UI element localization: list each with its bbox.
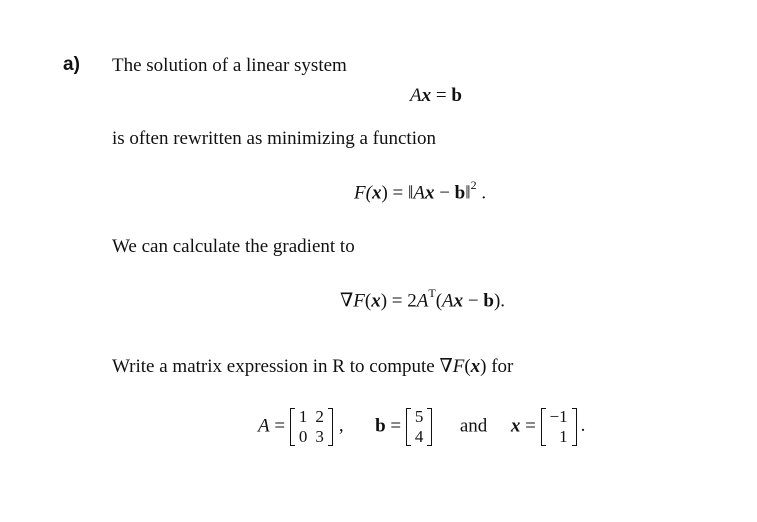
function-F: F: [452, 356, 465, 377]
and-word: and: [459, 415, 488, 437]
vector-b-symbol: b: [454, 182, 466, 204]
paren-open: (: [464, 356, 471, 377]
transpose-T: T: [428, 286, 436, 300]
minus-sign: −: [463, 290, 484, 312]
equals-sign: =: [520, 415, 536, 437]
matrix-A-symbol: A: [258, 415, 270, 437]
task-text-pre: Write a matrix expression in R to compute: [112, 356, 440, 377]
vector-x: [541, 407, 577, 447]
task-text-post: for: [486, 356, 514, 377]
vector-x-symbol: x: [371, 182, 382, 204]
paren-open: (: [435, 290, 443, 312]
equals-sign: =: [269, 415, 286, 437]
vector-x-cell: 1: [559, 427, 568, 446]
vector-b-symbol: b: [451, 85, 462, 106]
period: .: [580, 415, 586, 437]
exponent-2: 2: [470, 178, 477, 192]
matrix-A-cell: 1: [298, 407, 308, 426]
nabla-symbol: ∇: [439, 356, 453, 377]
rewrite-text: is often rewritten as minimizing a function: [112, 128, 436, 149]
matrix-A: [290, 407, 333, 447]
gradient-text: We can calculate the gradient to: [112, 236, 355, 257]
norm-close: ‖: [465, 182, 471, 204]
vector-b-cell: 4: [414, 427, 424, 446]
intro-text: The solution of a linear system: [112, 55, 347, 76]
minus-sign: −: [434, 182, 455, 204]
vector-b-symbol: b: [483, 290, 494, 312]
vector-x-symbol: x: [421, 85, 432, 106]
vector-x-symbol: x: [424, 182, 435, 204]
equation-objective: [354, 180, 486, 204]
vector-b-cell: 5: [414, 407, 424, 426]
vector-b-symbol: b: [375, 415, 386, 437]
paren-open: (: [364, 290, 372, 312]
norm-open: ) = ‖: [381, 182, 414, 204]
matrix-A-symbol: A: [442, 290, 454, 312]
task-text: [112, 355, 513, 378]
matrix-A-cell: 3: [315, 427, 324, 446]
matrix-A-symbol: A: [416, 290, 429, 312]
vector-x-symbol: x: [510, 415, 521, 437]
matrix-A-symbol: A: [410, 85, 422, 106]
equals-sign: =: [385, 415, 402, 437]
equals-sign: =: [435, 85, 447, 106]
vector-x-symbol: x: [453, 290, 464, 312]
equation-gradient: [340, 288, 505, 312]
vector-x-cell: −1: [549, 407, 568, 426]
function-F: F(: [354, 182, 372, 204]
function-F: F: [353, 290, 365, 312]
vector-x-symbol: x: [371, 290, 381, 312]
matrix-A-cell: 2: [315, 407, 324, 426]
vector-b: [406, 407, 433, 447]
vector-x-symbol: x: [470, 356, 481, 377]
paren-close-period: ).: [493, 290, 506, 312]
equals-two: ) = 2: [380, 290, 417, 312]
paren-close: ): [480, 356, 487, 377]
equation-linear-system: [410, 85, 462, 107]
period: .: [476, 182, 487, 204]
part-label: a): [63, 54, 80, 75]
nabla-symbol: ∇: [340, 290, 354, 312]
matrix-A-symbol: A: [413, 182, 425, 204]
matrix-definitions: [258, 407, 585, 447]
matrix-A-cell: 0: [298, 427, 308, 446]
comma: ,: [338, 415, 344, 437]
